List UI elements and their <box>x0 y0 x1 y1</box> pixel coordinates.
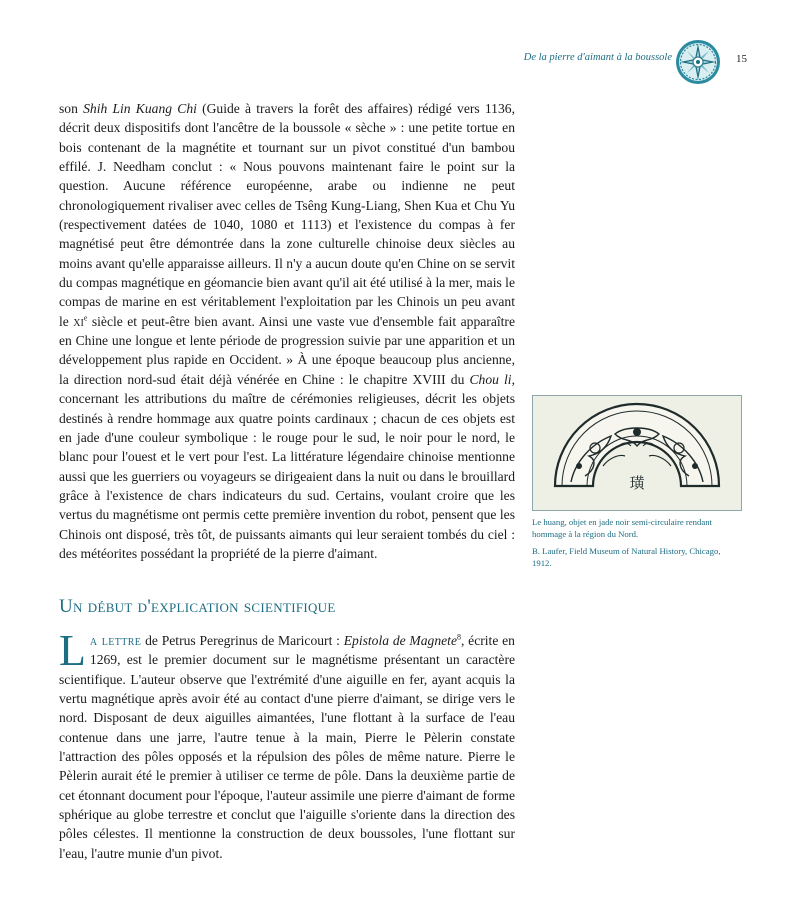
jade-huang-illustration <box>533 396 741 510</box>
body-paragraph-1 <box>59 99 515 563</box>
compass-rose-emblem-icon <box>675 39 721 85</box>
drop-cap: L <box>59 626 86 675</box>
century-numeral: xi <box>73 313 84 329</box>
book-title-chou-li: Chou li <box>469 371 512 387</box>
lead-in-small-caps: a lettre <box>89 633 142 648</box>
section-heading: Un début d'explication scientifique <box>59 596 336 617</box>
body-paragraph-2 <box>59 626 515 863</box>
page-number: 15 <box>736 53 747 65</box>
text-run: son <box>59 101 84 116</box>
book-title-shih-lin-kuang-chi: Shih Lin Kuang Chi <box>83 101 197 116</box>
text-run: siècle et peut-être bien avant. Ainsi une vaste vue d'ensemble fait apparaître en Chine une longue et lente période de progression suivie par une apparition et un développement plus rapide en Occident. » À une époque beaucoup plus ancienne, la direction nord-sud était déjà vénérée en Chine : le chapitre XVIII du <box>59 313 515 387</box>
figure-credit: B. Laufer, Field Museum of Natural History, Chicago, 1912. <box>532 546 721 568</box>
text-run: , concernant les attributions du maître de cérémonies religieuses, décrit les objets destinés à rendre hommage aux quatre points cardinaux ; chacun de ces objets est en jade d'une couleur symbolique : le rouge pour le sud, le noir pour le nord, le blanc pour l'ouest et le vert pour l'est. La littérature légendaire chinoise mentionne aussi que les guerriers ou voyageurs se dirigeaient dans la nuit ou dans le brouillard grâce à l'existence de chars indicateurs du sud. Certains, voulant croire que les vertus du magnétisme ont permis cette première invention du robot, pensent que les Chinois ont disposé, très tôt, de puissants aimants qui leur seraient tombés du ciel : des météorites possédant la propriété de la pierre d'aimant. <box>59 371 515 561</box>
text-run: , écrite en 1269, est le premier document sur le magnétisme présentant un caractère scientifique. L'auteur observe que l'extrémité d'une aiguille en fer, ayant acquis la vertu magnétique après avoir été au contact d'une pierre d'aimant, se dirige vers le nord. Disposant de deux aiguilles aimantées, l'une flottant à la surface de l'eau contenue dans une jarre, l'autre tenue à la main, Pierre le Pèlerin constate l'attraction des pôles opposés et la répulsion des pôles de même nature. Pierre le Pèlerin aurait été le premier à utiliser ce terme de pôle. Dans la deuxième partie de cet étonnant document pour l'époque, l'auteur assimile une pierre d'aimant de forme sphérique au globe terrestre et conclut que l'aiguille s'oriente dans la direction des pôles célestes. Il mentionne la construction de deux boussoles, l'une flottant sur l'eau, l'autre munie d'un pivot. <box>59 633 515 861</box>
running-title: De la pierre d'aimant à la boussole <box>523 52 672 63</box>
huang-figure <box>532 395 742 511</box>
text-run: (Guide à travers la forêt des affaires) rédigé vers 1136, décrit deux dispositifs dont l'ancêtre de la boussole « sèche » : une petite tortue en bois contenant de la magnétite et tournant sur un pivot constitué d'un bambou effilé. J. Needham conclut : « Nous pouvons maintenant faire le point sur la question. Aucune référence européenne, arabe ou indienne ne peut chronologiquement rivaliser avec celles de Tsêng Kung-Liang, Shen Kua et Chu Yu (respectivement datées de 1040, 1080 et 1113) et l'existence du compas à fer magnétisé peut être démontrée dans la zone culturelle chinoise deux siècles au moins avant qu'elle apparaisse ailleurs. Il n'y a aucun doute qu'en Chine on se servit du compas magnétique en géomancie bien avant qu'il ait été utilisé à la mer, mais le compas de marine en est véritablement l'exploitation par les Chinois un peu avant le <box>59 101 515 329</box>
text-run: de Petrus Peregrinus de Maricourt : <box>141 633 344 648</box>
figure-caption: Le huang, objet en jade noir semi-circulaire rendant hommage à la région du Nord. <box>532 517 712 539</box>
huang-glyph: 璜 <box>629 474 645 492</box>
century-suffix: e <box>83 313 88 323</box>
footnote-marker: 8 <box>457 632 461 642</box>
book-title-epistola: Epistola de Magnete <box>343 633 457 648</box>
